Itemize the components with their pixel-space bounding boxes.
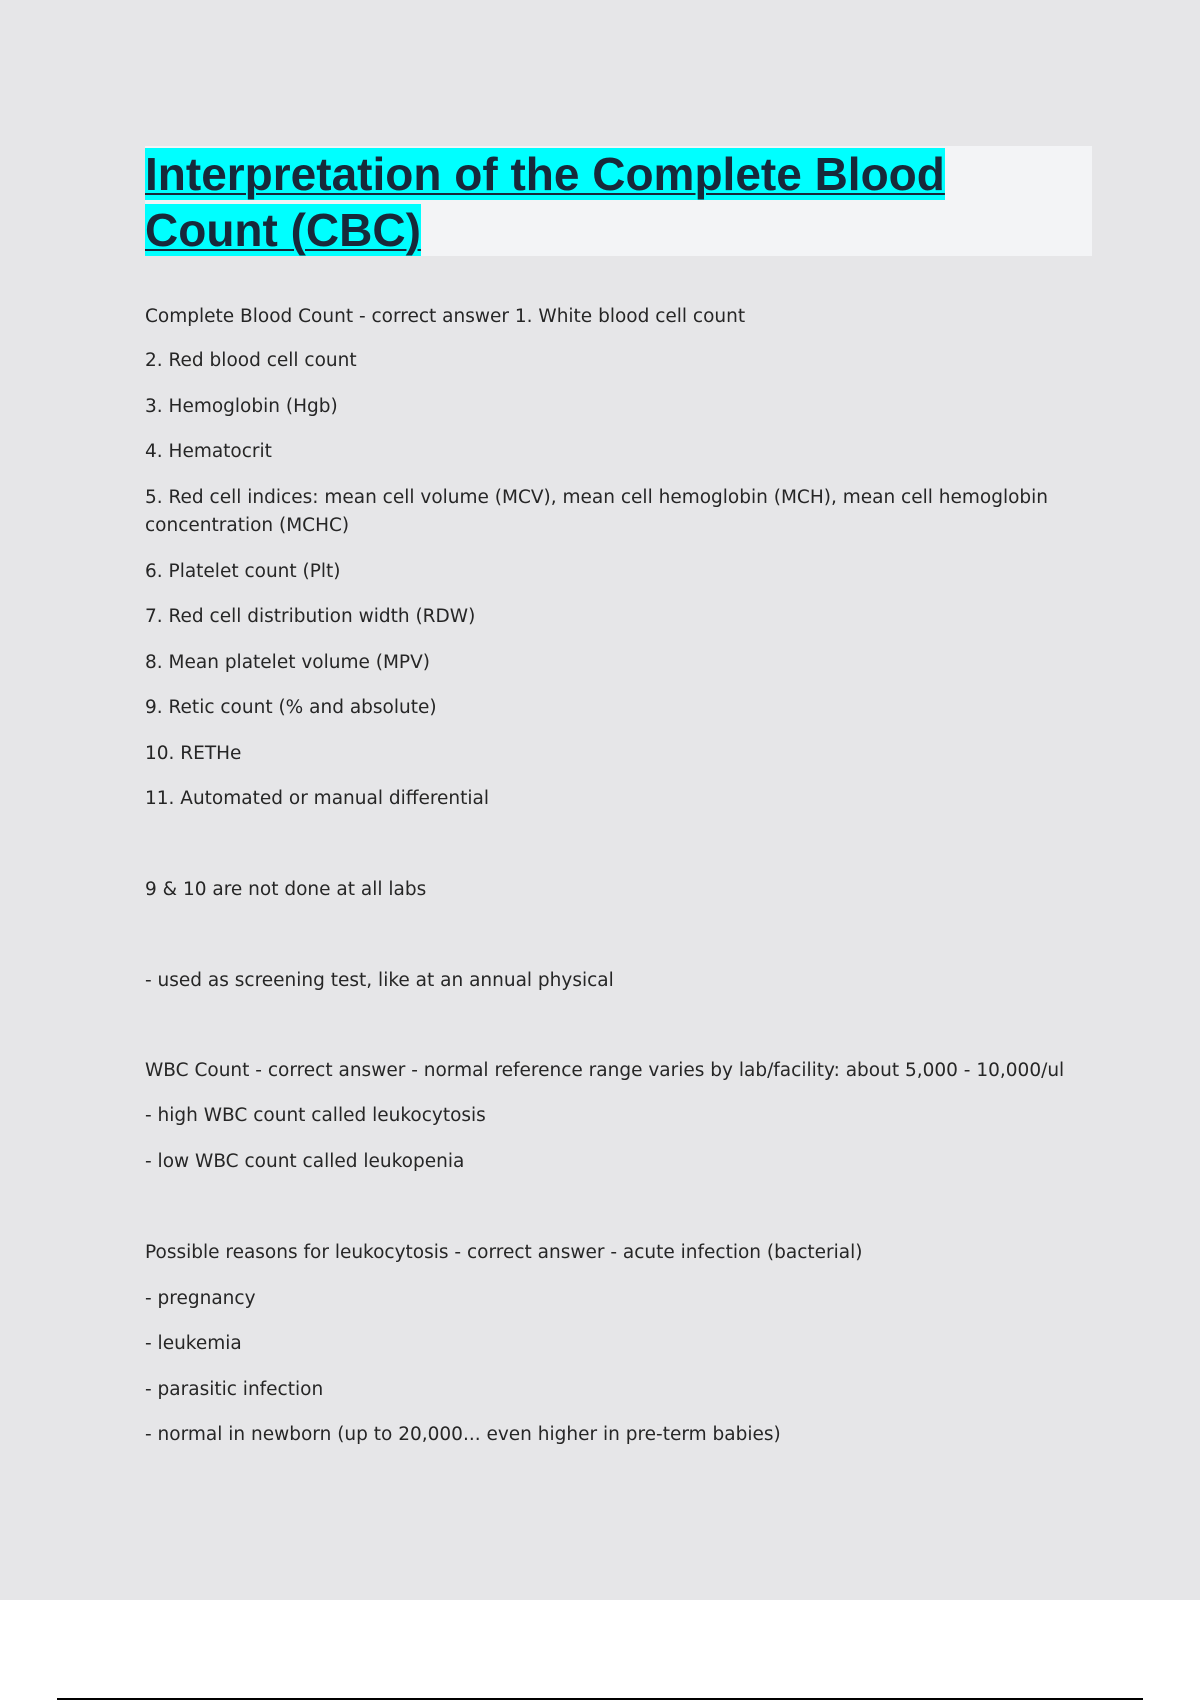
list-item: 9. Retic count (% and absolute) bbox=[145, 697, 437, 718]
list-item: 2. Red blood cell count bbox=[145, 350, 357, 371]
list-item: 4. Hematocrit bbox=[145, 441, 272, 462]
title-block bbox=[145, 146, 1092, 256]
list-item: 6. Platelet count (Plt) bbox=[145, 561, 341, 582]
list-item: - pregnancy bbox=[145, 1288, 256, 1309]
page-title bbox=[145, 146, 1092, 258]
list-item: - leukemia bbox=[145, 1333, 242, 1354]
list-item: 8. Mean platelet volume (MPV) bbox=[145, 652, 430, 673]
cbc-definition-line: Complete Blood Count - correct answer 1. White blood cell count bbox=[145, 306, 746, 327]
list-item: - parasitic infection bbox=[145, 1379, 324, 1400]
list-item: - normal in newborn (up to 20,000... even higher in pre-term babies) bbox=[145, 1424, 781, 1445]
list-item: 7. Red cell distribution width (RDW) bbox=[145, 606, 476, 627]
list-item: 10. RETHe bbox=[145, 743, 242, 764]
note-line: - used as screening test, like at an annual physical bbox=[145, 970, 614, 991]
wbc-definition-line: WBC Count - correct answer - normal reference range varies by lab/facility: about 5,000 - 10,000/ul bbox=[145, 1060, 1065, 1081]
leukocytosis-definition-line: Possible reasons for leukocytosis - correct answer - acute infection (bacterial) bbox=[145, 1242, 863, 1263]
list-item: - high WBC count called leukocytosis bbox=[145, 1105, 486, 1126]
title-line-2: Count (CBC) bbox=[145, 204, 421, 256]
list-item: 3. Hemoglobin (Hgb) bbox=[145, 396, 338, 417]
list-item: 5. Red cell indices: mean cell volume (MCV), mean cell hemoglobin (MCH), mean cell hemoglobin concentration (MCHC) bbox=[145, 487, 1049, 536]
list-item: 11. Automated or manual differential bbox=[145, 788, 490, 809]
list-item: - low WBC count called leukopenia bbox=[145, 1151, 465, 1172]
note-line: 9 & 10 are not done at all labs bbox=[145, 879, 427, 900]
title-line-1: Interpretation of the Complete Blood bbox=[145, 148, 945, 200]
